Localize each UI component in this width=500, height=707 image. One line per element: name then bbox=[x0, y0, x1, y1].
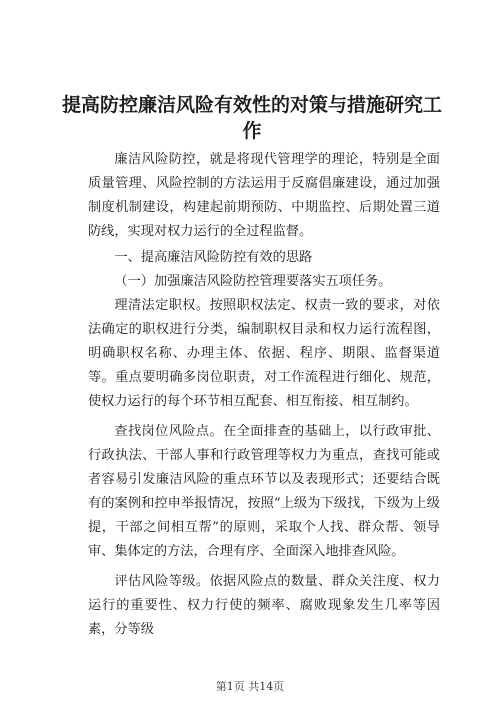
section-heading-1: 一、提高廉洁风险防控有效的思路 bbox=[114, 250, 313, 265]
task-paragraph-2: 查找岗位风险点。在全面排查的基础上，以行政审批、行政执法、干部人事和行政管理等权力为重点，查找可能或者容易引发廉洁风险的重点环节以及表现形式；还要结合既有的案例和控申举报情况，按照“上级为下级找，下级为上级提，干部之间相互帮”的原则，采取个人找、群众帮、领导审、集体定的方法，合理有序、全面深入地排查风险。 bbox=[88, 424, 440, 559]
page-footer: 第1页 共14页 bbox=[215, 680, 285, 693]
task-paragraph-1: 理清法定职权。按照职权法定、权责一致的要求，对依法确定的职权进行分类，编制职权目录和权力运行流程图，明确职权名称、办理主体、依据、程序、期限、监督渠道等。重点要明确多岗位职责，对工作流程进行细化、规范，使权力运行的每个环节相互配套、相互衔接、相互制约。 bbox=[88, 298, 440, 409]
task-paragraph-3: 评估风险等级。依据风险点的数量、群众关注度、权力运行的重要性、权力行使的频率、腐败现象发生几率等因素，分等级 bbox=[88, 574, 440, 637]
document-title: 提高防控廉洁风险有效性的对策与措施研究工作 bbox=[62, 94, 443, 142]
subsection-heading-1: （一）加强廉洁风险防控管理要落实五项任务。 bbox=[114, 274, 392, 289]
intro-paragraph: 廉洁风险防控，就是将现代管理学的理论，特别是全面质量管理、风险控制的方法运用于反腐倡廉建设，通过加强制度机制建设，构建起前期预防、中期监控、后期处置三道防线，实现对权力运行的全过程监督。 bbox=[88, 152, 440, 239]
